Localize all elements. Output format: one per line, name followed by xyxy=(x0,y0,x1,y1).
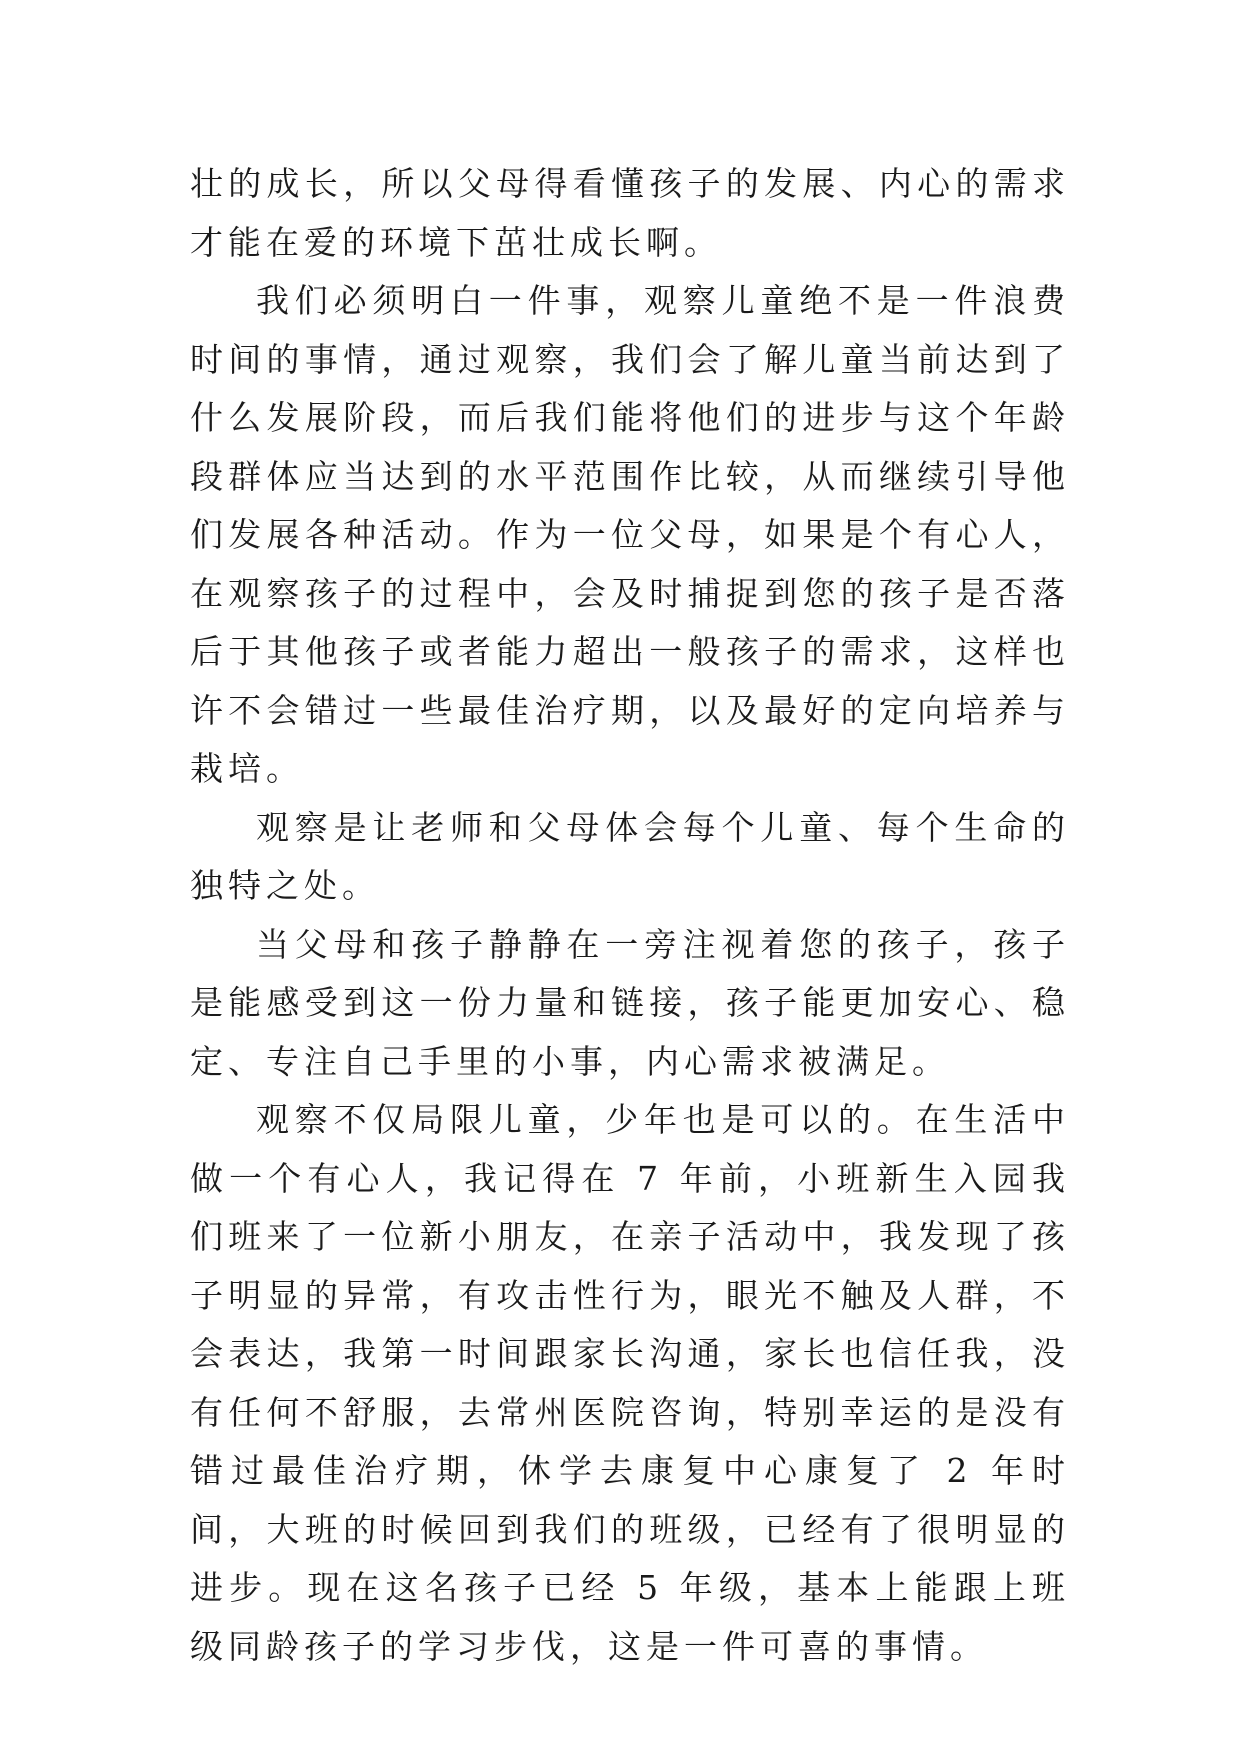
paragraph-observation-uniqueness: 观察是让老师和父母体会每个儿童、每个生命的独特之处。 xyxy=(190,807,1070,905)
paragraph-observation-importance: 我们必须明白一件事，观察儿童绝不是一件浪费时间的事情，通过观察，我们会了解儿童当前达到了什么发展阶段，而后我们能将他们的进步与这个年龄段群体应当达到的水平范围作比较，从而继续引导他们发展各种活动。作为一位父母，如果是个有心人，在观察孩子的过程中，会及时捕捉到您的孩子是否落后于其他孩子或者能力超出一般孩子的需求，这样也许不会错过一些最佳治疗期，以及最好的定向培养与栽培。 xyxy=(190,281,1070,788)
paragraph-parent-watching: 当父母和孩子静静在一旁注视着您的孩子，孩子是能感受到这一份力量和链接，孩子能更加安心、稳定、专注自己手里的小事，内心需求被满足。 xyxy=(190,924,1070,1081)
document-body xyxy=(190,155,1070,1676)
paragraph-case-story: 观察不仅局限儿童，少年也是可以的。在生活中做一个有心人，我记得在 7 年前，小班新生入园我们班来了一位新小朋友，在亲子活动中，我发现了孩子明显的异常，有攻击性行为，眼光不触及人群，不会表达，我第一时间跟家长沟通，家长也信任我，没有任何不舒服，去常州医院咨询，特别幸运的是没有错过最佳治疗期，休学去康复中心康复了 2 年时间，大班的时候回到我们的班级，已经有了很明显的进步。现在这名孩子已经 5 年级，基本上能跟上班级同龄孩子的学习步伐，这是一件可喜的事情。 xyxy=(190,1100,1070,1666)
paragraph-continuation: 壮的成长，所以父母得看懂孩子的发展、内心的需求才能在爱的环境下茁壮成长啊。 xyxy=(190,164,1070,262)
